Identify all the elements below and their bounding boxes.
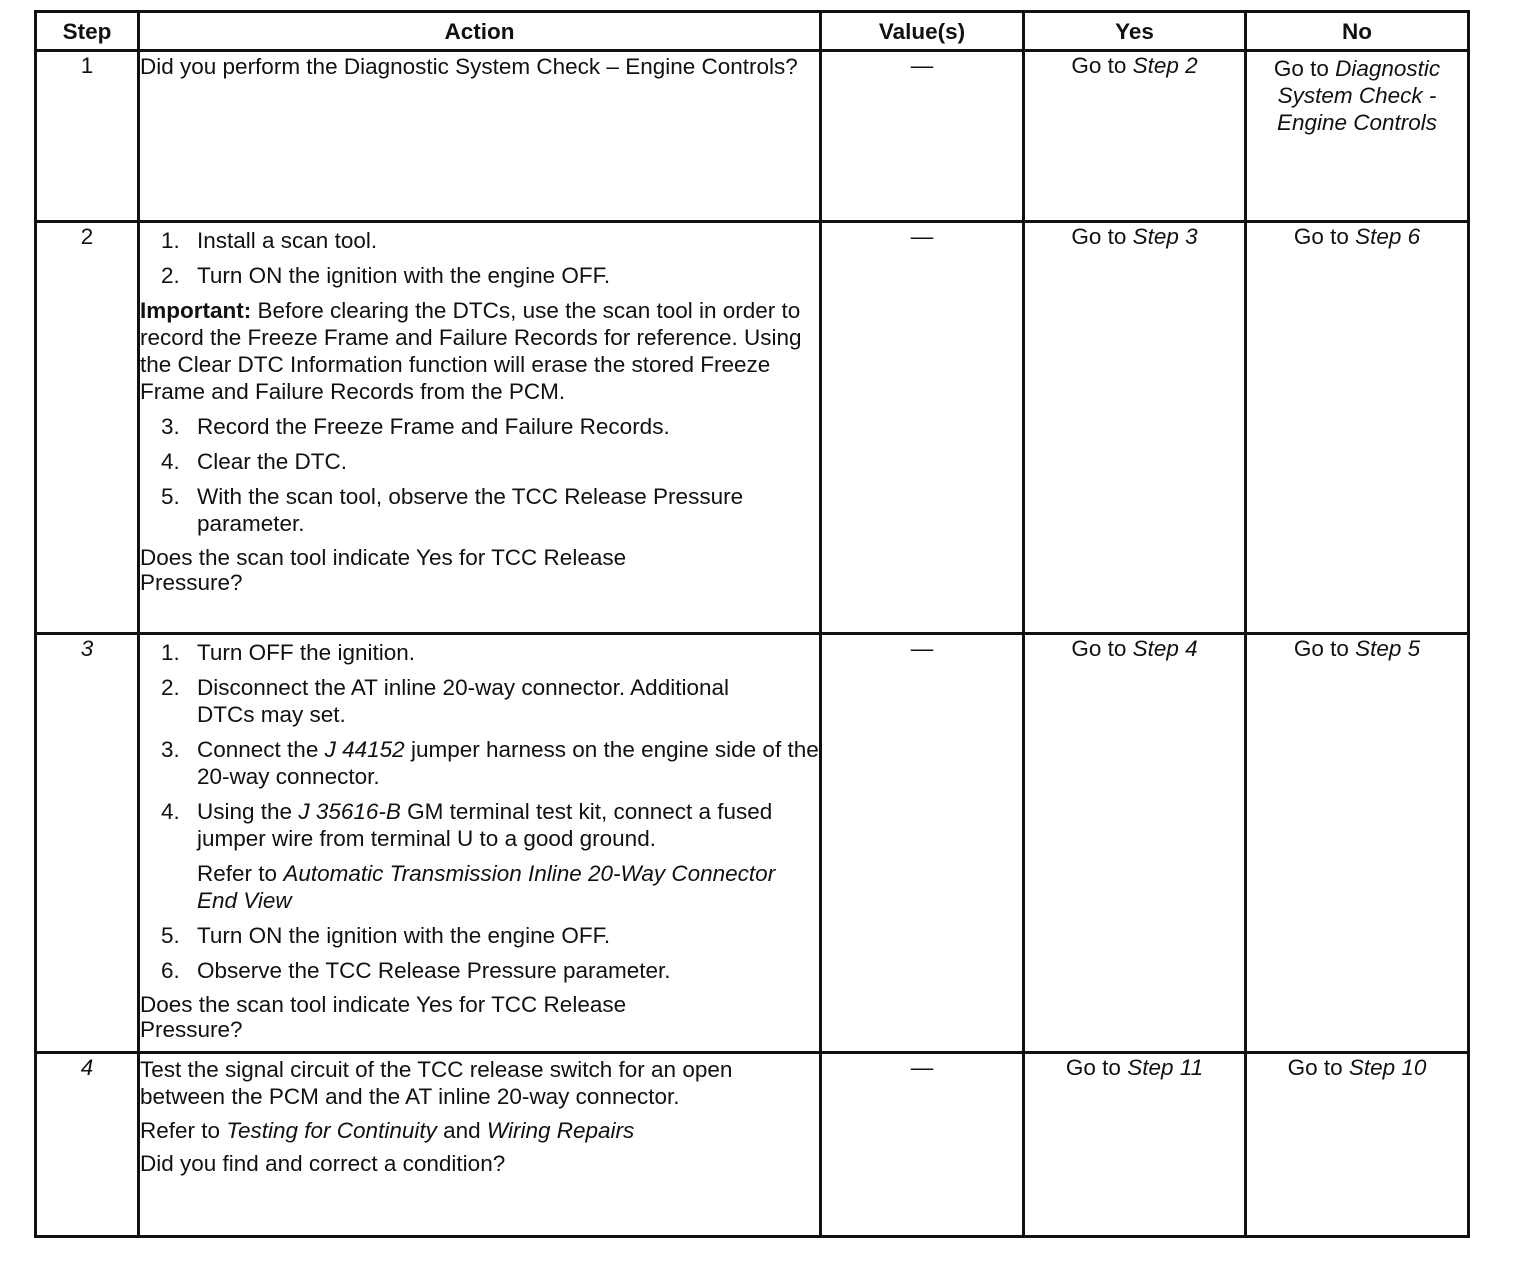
yes-link[interactable]: Step 2 [1132,53,1198,78]
refer-note: Refer to Automatic Transmission Inline 20-Way Connector End View [197,861,776,913]
step-number: 4 [36,1053,139,1237]
no-link[interactable]: Diagnostic System Check - Engine Controls [1276,56,1441,135]
action-cell [139,1053,821,1237]
value-cell: — [821,51,1024,222]
step-list [140,413,819,537]
header-step: Step [36,12,139,51]
refer-link[interactable]: Wiring Repairs [486,1118,635,1143]
important-note [140,297,819,405]
yes-cell [1024,222,1246,634]
yes-link[interactable]: Step 3 [1132,224,1198,249]
diagnostic-table [34,10,1470,1238]
list-item: 2. Turn ON the ignition with the engine OFF. [161,263,611,288]
no-prefix: Go to [1273,56,1329,81]
action-cell [139,51,821,222]
header-action: Action [139,12,821,51]
no-prefix: Go to [1293,636,1349,661]
yes-cell [1024,51,1246,222]
question-text: Did you find and correct a condition? [140,1151,506,1176]
list-item: 6. Observe the TCC Release Pressure parameter. [161,958,671,983]
no-prefix: Go to [1287,1055,1343,1080]
list-item: 3. Connect the J 44152 jumper harness on the engine side of the 20-way connector. [161,737,819,789]
tool-name: J 35616-B [298,799,401,824]
list-item: 4. Using the J 35616-B GM terminal test kit, connect a fused jumper wire from terminal U to a good ground. Refer to Automatic Transmission Inline 20-Way Connector End View [140,798,819,914]
list-item: 2. Disconnect the AT inline 20-way connector. Additional DTCs may set. [161,675,729,727]
yes-cell [1024,634,1246,1053]
no-link[interactable]: Step 10 [1348,1055,1427,1080]
step-list [140,227,819,289]
value-cell: — [821,634,1024,1053]
list-item: 1. Install a scan tool. [161,228,378,253]
yes-link[interactable]: Step 4 [1132,636,1198,661]
no-cell [1246,222,1469,634]
refer-link[interactable]: Testing for Continuity [226,1118,437,1143]
table-row-step-4 [36,1053,1469,1237]
step-number: 1 [36,51,139,222]
header-row [36,12,1469,51]
yes-prefix: Go to [1065,1055,1121,1080]
no-link[interactable]: Step 6 [1355,224,1421,249]
yes-prefix: Go to [1071,636,1127,661]
no-cell [1246,51,1469,222]
important-label: Important: [140,298,252,323]
refer-link[interactable]: Automatic Transmission Inline 20-Way Connector End View [197,861,776,913]
header-yes: Yes [1024,12,1246,51]
list-item: 1. Turn OFF the ignition. [161,640,416,665]
value-cell: — [821,1053,1024,1237]
list-item: 5. Turn ON the ignition with the engine OFF. [161,923,611,948]
value-cell: — [821,222,1024,634]
yes-prefix: Go to [1071,224,1127,249]
no-cell [1246,1053,1469,1237]
action-text: Test the signal circuit of the TCC release switch for an open between the PCM and the AT inline 20-way connector. [140,1057,733,1109]
header-no: No [1246,12,1469,51]
yes-prefix: Go to [1071,53,1127,78]
list-item: 5. With the scan tool, observe the TCC Release Pressure parameter. [161,484,744,536]
yes-cell [1024,1053,1246,1237]
yes-link[interactable]: Step 11 [1127,1055,1204,1080]
list-item: 3. Record the Freeze Frame and Failure Records. [161,414,670,439]
tool-name: J 44152 [324,737,405,762]
question-text: Does the scan tool indicate Yes for TCC Release Pressure? [140,992,627,1042]
action-cell [139,634,821,1053]
no-cell [1246,634,1469,1053]
list-item: 4. Clear the DTC. [161,449,348,474]
refer-note: Refer to Testing for Continuity and Wiring Repairs [140,1118,635,1143]
important-text: Before clearing the DTCs, use the scan tool in order to record the Freeze Frame and Failure Records for reference. Using the Clear DTC Information function will erase the stored Freeze Frame and Failure Records from the PCM. [140,298,802,404]
question-text: Did you perform the Diagnostic System Check – Engine Controls? [140,54,798,79]
table-row-step-1 [36,51,1469,222]
action-cell [139,222,821,634]
header-values: Value(s) [821,12,1024,51]
step-number: 3 [36,634,139,1053]
question-text: Does the scan tool indicate Yes for TCC Release Pressure? [140,545,627,595]
no-link[interactable]: Step 5 [1355,636,1421,661]
step-number: 2 [36,222,139,634]
table-row-step-2 [36,222,1469,634]
no-prefix: Go to [1293,224,1349,249]
step-list [140,639,819,984]
table-row-step-3 [36,634,1469,1053]
